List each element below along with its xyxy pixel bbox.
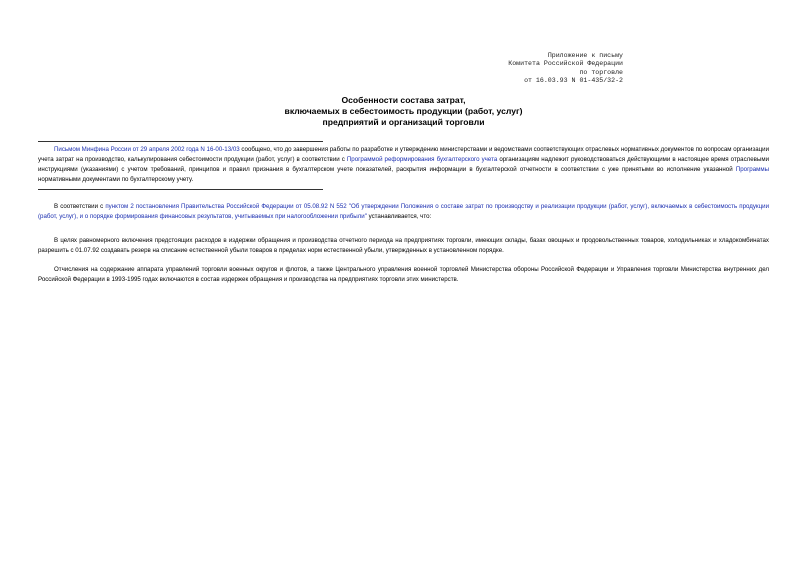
note-bottom-rule [38,189,323,190]
paragraph-deductions: Отчисления на содержание аппарата управлений торговли военных округов и флотов, а также Центрального управления военной торговлей Министерства обороны Российской Федерации и Управления торговли Министерства внутренних дел Российской Федерации в 1993-1995 годах включаются в состав издержек обращения и производства на предприятиях торговли этих министерств. [38,266,769,283]
appendix-line: Комитета Российской Федерации [508,60,623,68]
title-line: Особенности состава затрат, [341,95,466,105]
paragraph-reserve: В целях равномерного включения предстоящих расходов в издержки обращения и производства отчетного периода на предприятиях торговли, имеющих склады, базах овощных и продовольственных товаров, холодильниках и хладокомбинатах разрешить с 01.07.92 создавать резерв на списание естественной убыли товаров в пределах норм естественной убыли, утвержденных в установленном порядке. [38,237,769,254]
note-top-rule [38,141,323,142]
note-text: организациям надлежит руководствоваться действующими в настоящее время отраслевыми инструкциями (указаниями) с учетом требований, принципов и правил признания в бухгалтерском учете показателей, раскрытия информации в бухгалтерской отчетности в соответствии с уже принятыми во исполнение указанной [38,155,769,173]
reform-program-link[interactable]: Программой реформирования бухгалтерского учета [346,155,498,163]
title-line: включаемых в себестоимость продукции (работ, услуг) [284,105,523,116]
minfin-letter-link[interactable]: Письмом Минфина России от 29 апреля 2002 года N 16-00-13/03 [54,146,240,153]
appendix-line: от 16.03.93 N 01-435/32-2 [524,76,623,84]
program-link[interactable]: Программы [735,165,769,173]
appendix-reference [508,52,623,85]
paragraph-text: устанавливается, что: [366,212,432,220]
title-line: предприятий и организаций торговли [322,116,485,127]
appendix-line: по торговле [579,68,623,76]
paragraph-decree [38,202,769,222]
note-text: сообщено, что до завершения работы по разработке и утверждению министерствами и ведомствами соответствующих отраслевых нормативных документов по вопросам организации учета затрат на производство, калькулирования себестоимости продукции (работ, услуг) в соответствии с [38,146,769,163]
decree-552-link[interactable]: пунктом 2 постановления Правительства Российской Федерации от 05.08.92 N 552 "Об утверждении Положения о составе затрат по производству и реализации продукции (работ, услуг), включаемых в себестоимость продукции (работ, услуг), и о порядке формирования финансовых результатов, учитываемых при налогообложении прибыли" [38,203,769,220]
appendix-line: Приложение к письму [547,52,623,59]
editorial-note [38,145,769,185]
document-title [150,95,657,127]
note-text: нормативными документами по бухгалтерскому учету. [38,175,194,183]
paragraph-text: В соответствии с [54,203,106,210]
